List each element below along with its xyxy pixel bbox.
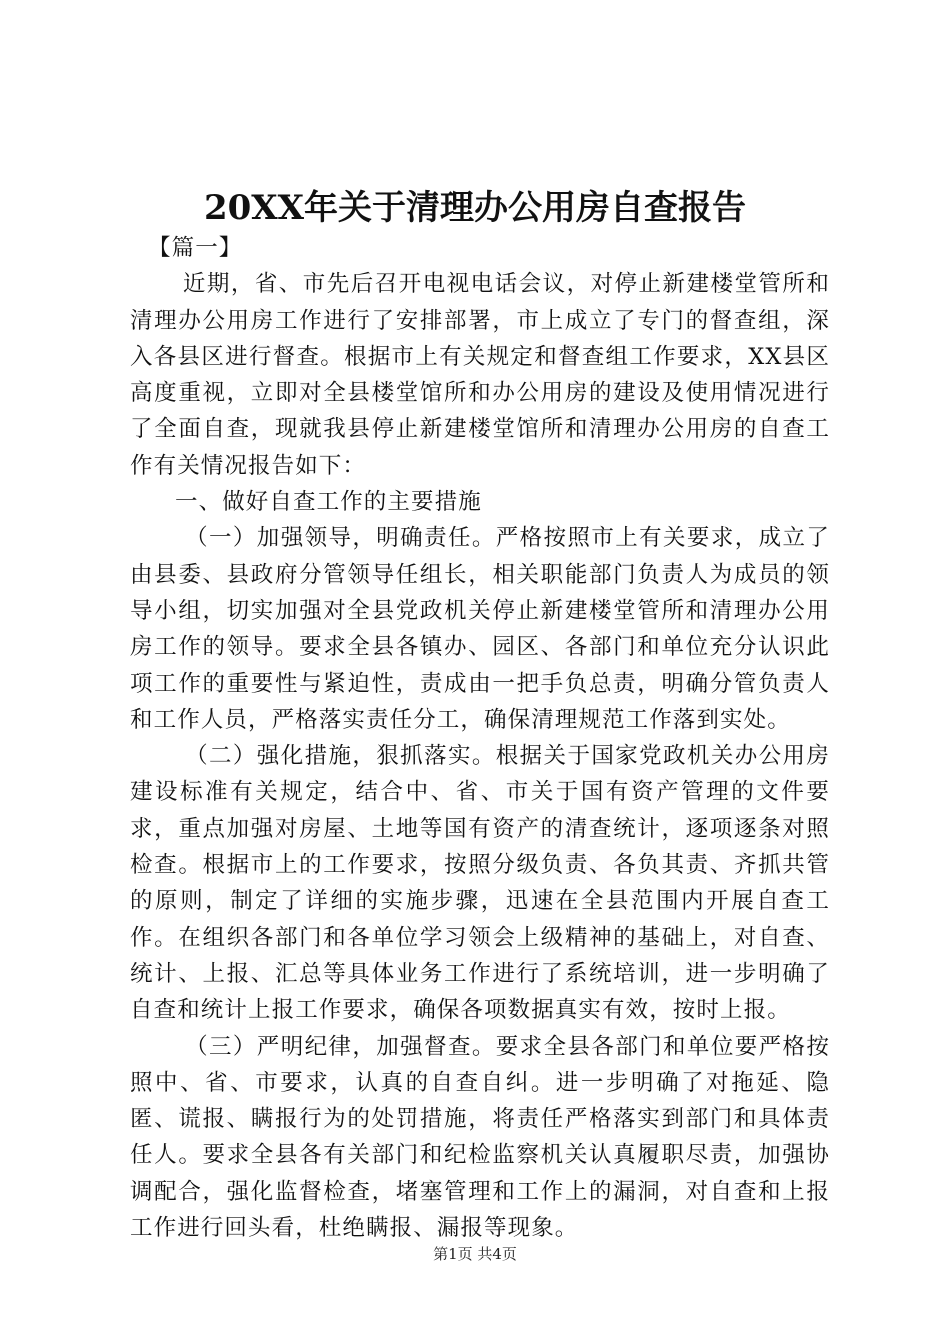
page-footer: 第1页 共4页: [433, 1245, 517, 1263]
paragraph-measure-1: （一）加强领导，明确责任。严格按照市上有关要求，成立了由县委、县政府分管领导任组长，相关职能部门负责人为成员的领导小组，切实加强对全县党政机关停止新建楼堂管所和清理办公用房工作的领导。要求全县各镇办、园区、各部门和单位充分认识此项工作的重要性与紧迫性，责成由一把手负总责，明确分管负责人和工作人员，严格落实责任分工，确保清理规范工作落到实处。: [130, 525, 830, 733]
section-label: 【篇一】: [148, 235, 243, 261]
paragraph-measure-2: （二）强化措施，狠抓落实。根据关于国家党政机关办公用房建设标准有关规定，结合中、省、市关于国有资产管理的文件要求，重点加强对房屋、土地等国有资产的清查统计，逐项逐条对照检查。根据市上的工作要求，按照分级负责、各负其责、齐抓共管的原则，制定了详细的实施步骤，迅速在全县范围内开展自查工作。在组织各部门和各单位学习领会上级精神的基础上，对自查、统计、上报、汇总等具体业务工作进行了系统培训，进一步明确了自查和统计上报工作要求，确保各项数据真实有效，按时上报。: [130, 743, 830, 1024]
document-body: [130, 230, 830, 1246]
paragraph-intro: 近期，省、市先后召开电视电话会议，对停止新建楼堂管所和清理办公用房工作进行了安排部署，市上成立了专门的督查组，深入各县区进行督查。根据市上有关规定和督查组工作要求，XX县区高度重视，立即对全县楼堂馆所和办公用房的建设及使用情况进行了全面自查，现就我县停止新建楼堂馆所和清理办公用房的自查工作有关情况报告如下：: [130, 271, 830, 479]
document-title: 20XX年关于清理办公用房自查报告: [203, 188, 747, 228]
heading-main-measures: 一、做好自查工作的主要措施: [175, 489, 482, 516]
paragraph-measure-3: （三）严明纪律，加强督查。要求全县各部门和单位要严格按照中、省、市要求，认真的自查自纠。进一步明确了对拖延、隐匿、谎报、瞒报行为的处罚措施，将责任严格落实到部门和具体责任人。要求全县各有关部门和纪检监察机关认真履职尽责，加强协调配合，强化监督检查，堵塞管理和工作上的漏洞，对自查和上报工作进行回头看，杜绝瞒报、漏报等现象。: [130, 1033, 830, 1242]
